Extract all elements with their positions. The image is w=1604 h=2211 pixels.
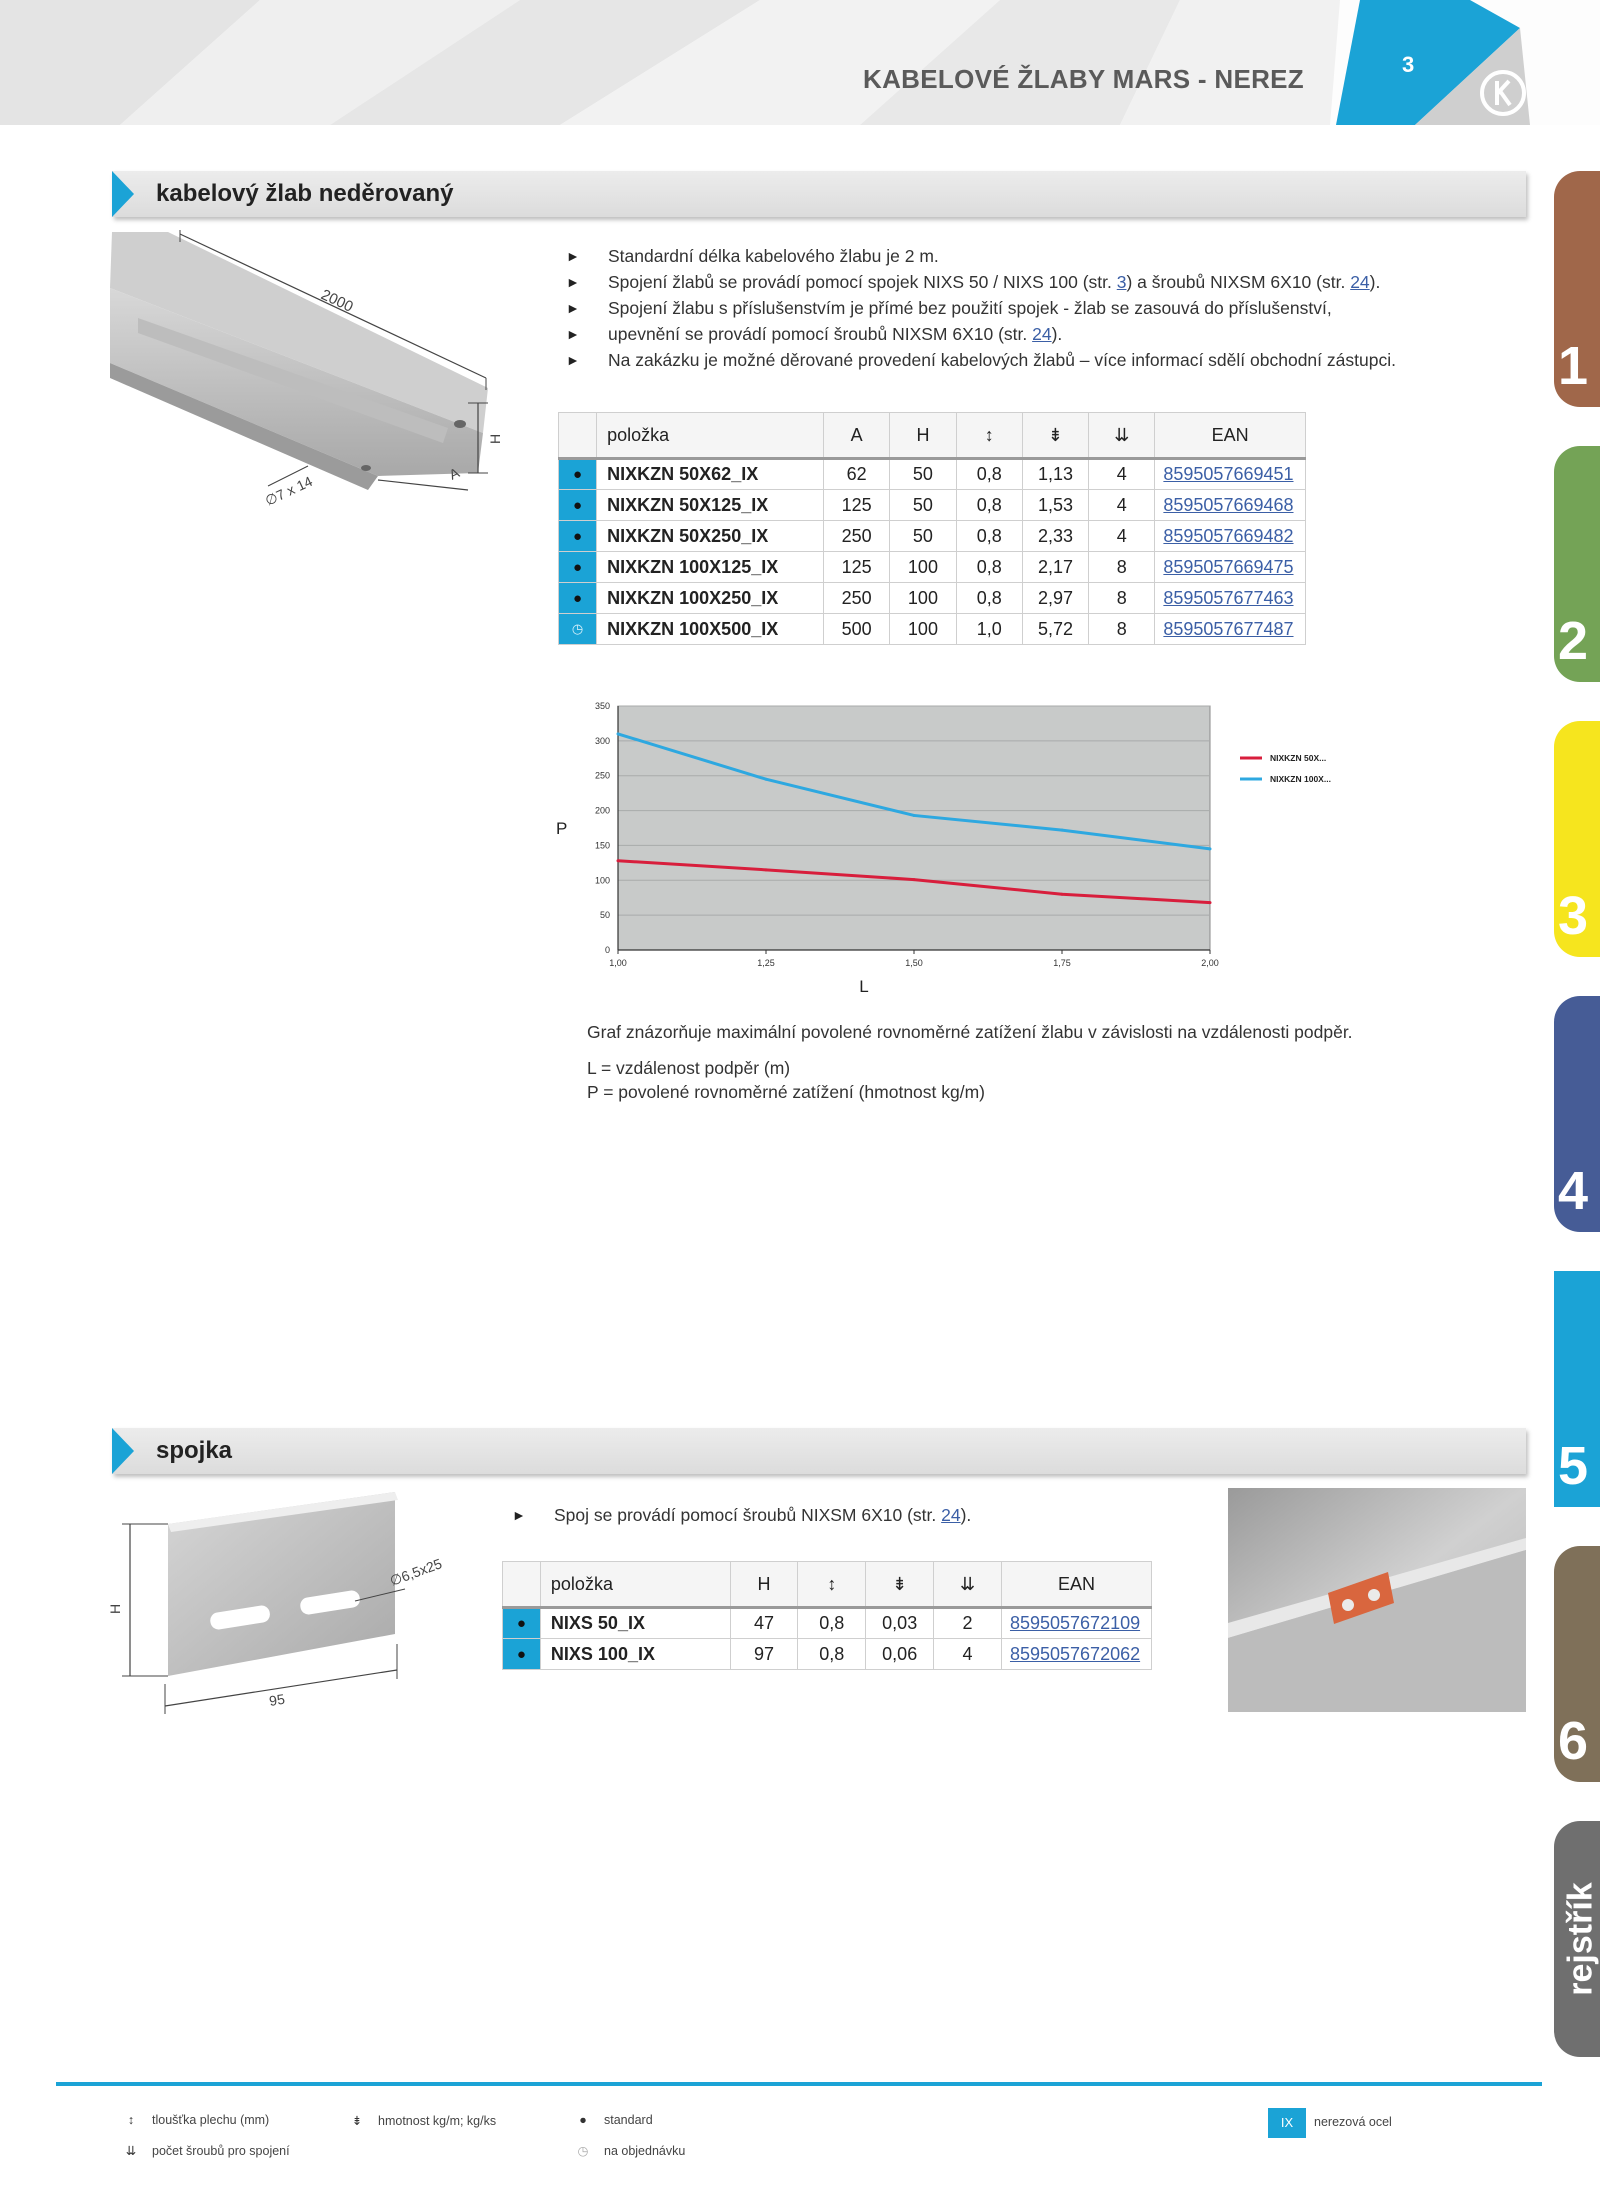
y-tick-label: 50 [599, 910, 610, 921]
cell-a: 250 [824, 521, 890, 552]
ean-link[interactable]: 8595057672109 [1009, 1613, 1141, 1633]
x-axis-label: L [859, 977, 869, 996]
col-header-h: H [730, 1562, 798, 1608]
cell-ean[interactable] [1155, 552, 1306, 583]
table-corner [559, 413, 597, 459]
x-tick-label: 1,75 [1053, 958, 1071, 968]
standard-mark-icon: ● [503, 1639, 541, 1670]
cell-screws: 4 [934, 1639, 1002, 1670]
section-arrow-icon [112, 1428, 134, 1474]
cell-screws: 8 [1089, 583, 1155, 614]
cell-weight: 1,53 [1022, 490, 1088, 521]
standard-mark-icon: ● [559, 490, 597, 521]
cell-ean[interactable] [1155, 583, 1306, 614]
cell-weight: 0,03 [866, 1608, 934, 1639]
chapter-tab-3[interactable] [1554, 721, 1600, 957]
ean-link[interactable]: 8595057672062 [1009, 1643, 1141, 1664]
cell-thickness: 0,8 [956, 552, 1022, 583]
col-header-ean: EAN [1155, 413, 1306, 459]
y-tick-label: 250 [594, 770, 610, 781]
cell-h: 97 [730, 1639, 798, 1670]
cell-thickness: 0,8 [798, 1639, 866, 1670]
cell-screws: 2 [934, 1608, 1002, 1639]
col-header-item: položka [597, 413, 824, 459]
chapter-tab-index[interactable] [1554, 1821, 1600, 2057]
legend-thickness: ↕ tloušťka plechu (mm) [118, 2113, 269, 2127]
clock-icon: ◷ [577, 2144, 589, 2158]
chapter-tab-2[interactable] [1554, 446, 1600, 682]
cable-tray-drawing [108, 228, 528, 518]
ean-link[interactable]: 8595057677487 [1163, 618, 1294, 639]
tab-label: rejstřík [1561, 1882, 1600, 1996]
col-header-a: A [824, 413, 890, 459]
product-name: NIXS 50_IX [540, 1608, 730, 1639]
section-header-trough [112, 171, 1526, 217]
x-tick-label: 2,00 [1201, 958, 1219, 968]
tab-label: 4 [1558, 1161, 1589, 1221]
tab-label: 1 [1558, 336, 1589, 396]
cell-h: 100 [890, 583, 956, 614]
product-name: NIXKZN 50X62_IX [597, 459, 824, 490]
table-row [559, 552, 1306, 583]
cell-thickness: 0,8 [798, 1608, 866, 1639]
section-header-coupler [112, 1428, 1526, 1474]
cell-a: 500 [824, 614, 890, 645]
product-name: NIXKZN 50X125_IX [597, 490, 824, 521]
legend-on-order: ◷ na objednávku [570, 2143, 685, 2158]
ean-link[interactable]: 8595057669468 [1163, 494, 1294, 515]
chapter-tab-4[interactable] [1554, 996, 1600, 1232]
coupler-product-table [502, 1561, 1152, 1670]
stainless-label: nerezová ocel [1314, 2115, 1392, 2129]
table-row [559, 490, 1306, 521]
y-tick-label: 350 [594, 701, 610, 711]
cell-a: 125 [824, 490, 890, 521]
cell-h: 50 [890, 459, 956, 490]
tray-product-table [558, 412, 1306, 645]
data-point [1061, 893, 1064, 896]
coupler-width-label: 95 [267, 1690, 286, 1709]
tray-bullet-list [566, 243, 1526, 373]
bullet-item: ► Spojení žlabů se provádí pomocí spojek NIXS 50 / NIXS 100 (str. 3) a šroubů NIXSM 6X10 (str. 24). [566, 269, 1526, 295]
y-tick-label: 100 [594, 875, 610, 886]
tab-label: 3 [1558, 886, 1589, 946]
col-header-screws-icon: ⇊ [1089, 413, 1155, 459]
cell-weight: 2,17 [1022, 552, 1088, 583]
x-tick-label: 1,50 [905, 958, 923, 968]
cell-weight: 5,72 [1022, 614, 1088, 645]
y-axis-label: P [556, 819, 568, 838]
table-row [503, 1608, 1152, 1639]
col-header-weight-icon: ⇟ [866, 1562, 934, 1608]
page-link[interactable]: 3 [1116, 272, 1127, 292]
standard-mark-icon: ● [559, 552, 597, 583]
chart-note-line: Graf znázorňuje maximální povolené rovnoměrné zatížení žlabu v závislosti na vzdálenosti podpěr. [587, 1022, 1353, 1042]
coupler-bullet-list [512, 1502, 1112, 1528]
table-row [559, 459, 1306, 490]
ean-link[interactable]: 8595057677463 [1163, 587, 1294, 608]
header-title: KABELOVÉ ŽLABY MARS - NEREZ [863, 64, 1304, 94]
tab-label: 5 [1558, 1436, 1589, 1496]
table-row [559, 614, 1306, 645]
cell-h: 100 [890, 614, 956, 645]
height-dimension-label: H [487, 433, 503, 444]
header-background [0, 0, 1600, 125]
bullet-item: ► Spoj se provádí pomocí šroubů NIXSM 6X10 (str. 24). [512, 1502, 1112, 1528]
ean-link[interactable]: 8595057669482 [1163, 525, 1294, 546]
width-dimension-label: A [446, 464, 462, 483]
cell-ean[interactable] [1155, 490, 1306, 521]
cell-ean[interactable] [1155, 521, 1306, 552]
legend-label: NIXKZN 50X... [1270, 753, 1327, 763]
bullet-item: ► Spojení žlabu s příslušenstvím je přímé bez použití spojek - žlab se zasouvá do příslušenství, [566, 295, 1526, 321]
cell-a: 125 [824, 552, 890, 583]
ean-link[interactable]: 8595057669451 [1163, 464, 1294, 484]
cell-a: 62 [824, 459, 890, 490]
cell-screws: 4 [1089, 521, 1155, 552]
bullet-item: ► Na zakázku je možné děrované provedení kabelových žlabů – více informací sdělí obchodní zástupci. [566, 347, 1526, 373]
standard-mark-icon: ● [559, 583, 597, 614]
section-title: spojka [156, 1437, 233, 1464]
legend-weight: ⇟ hmotnost kg/m; kg/ks [344, 2113, 496, 2128]
chapter-tab-6[interactable] [1554, 1546, 1600, 1782]
cell-screws: 8 [1089, 552, 1155, 583]
cell-ean[interactable] [1155, 459, 1306, 490]
cell-thickness: 0,8 [956, 490, 1022, 521]
cell-h: 50 [890, 490, 956, 521]
product-name: NIXS 100_IX [540, 1639, 730, 1670]
cell-screws: 8 [1089, 614, 1155, 645]
chapter-tab-1[interactable] [1554, 171, 1600, 407]
load-chart [530, 690, 1370, 1010]
y-tick-label: 300 [594, 735, 610, 746]
y-tick-label: 0 [604, 945, 610, 955]
standard-dot-icon: ● [579, 2113, 587, 2127]
data-point [913, 878, 916, 881]
cell-weight: 2,97 [1022, 583, 1088, 614]
cell-weight: 1,13 [1022, 459, 1088, 490]
coupler-height-label: H [107, 1603, 123, 1614]
data-point [1209, 847, 1212, 850]
chart-description [587, 1020, 1547, 1104]
x-tick-label: 1,00 [609, 958, 627, 968]
product-name: NIXKZN 100X125_IX [597, 552, 824, 583]
data-point [765, 778, 768, 781]
page-link[interactable]: 24 [1350, 272, 1370, 292]
col-header-thickness-icon: ↕ [798, 1562, 866, 1608]
ean-link[interactable]: 8595057669475 [1163, 556, 1294, 577]
col-header-screws-icon: ⇊ [934, 1562, 1002, 1608]
footer-divider [56, 2082, 1542, 2086]
table-row [503, 1639, 1152, 1670]
col-header-item: položka [540, 1562, 730, 1608]
col-header-ean: EAN [1001, 1562, 1151, 1608]
bullet-item: ► Standardní délka kabelového žlabu je 2 m. [566, 243, 1526, 269]
cell-ean[interactable] [1155, 614, 1306, 645]
cell-a: 250 [824, 583, 890, 614]
length-dimension-label: 2000 [318, 286, 356, 316]
cell-screws: 4 [1089, 459, 1155, 490]
cell-h: 47 [730, 1608, 798, 1639]
coupler-drawing [107, 1484, 470, 1724]
legend-standard: ● standard [570, 2113, 653, 2127]
product-name: NIXKZN 100X500_IX [597, 614, 824, 645]
data-point [913, 814, 916, 817]
product-name: NIXKZN 50X250_IX [597, 521, 824, 552]
coupler-hole-label: ∅6,5x25 [387, 1555, 444, 1589]
x-tick-label: 1,25 [757, 958, 775, 968]
table-row [559, 521, 1306, 552]
section-arrow-icon [112, 171, 134, 217]
cell-weight: 0,06 [866, 1639, 934, 1670]
weight-icon: ⇟ [351, 2114, 363, 2128]
cell-thickness: 0,8 [956, 521, 1022, 552]
company-logo-icon [1478, 68, 1528, 118]
cell-h: 100 [890, 552, 956, 583]
cell-weight: 2,33 [1022, 521, 1088, 552]
page-link[interactable]: 24 [941, 1505, 961, 1525]
y-tick-label: 150 [594, 840, 610, 851]
standard-mark-icon: ● [559, 459, 597, 490]
coupler-installed-photo [1228, 1488, 1526, 1712]
section-title: kabelový žlab neděrovaný [156, 180, 454, 207]
chart-note-line: L = vzdálenost podpěr (m) [587, 1058, 791, 1078]
data-point [765, 868, 768, 871]
standard-mark-icon: ● [559, 521, 597, 552]
tab-label: 2 [1558, 611, 1589, 671]
col-header-weight-icon: ⇟ [1022, 413, 1088, 459]
table-corner [503, 1562, 541, 1608]
tab-label: 6 [1558, 1711, 1589, 1771]
chapter-tab-5[interactable] [1554, 1271, 1600, 1507]
cell-h: 50 [890, 521, 956, 552]
cell-ean[interactable] [1001, 1639, 1151, 1670]
col-header-thickness-icon: ↕ [956, 413, 1022, 459]
table-row [559, 583, 1306, 614]
data-point [1209, 901, 1212, 904]
screws-icon: ⇊ [125, 2144, 137, 2158]
y-tick-label: 200 [594, 805, 610, 816]
cell-screws: 4 [1089, 490, 1155, 521]
chart-note-line: P = povolené rovnoměrné zatížení (hmotnost kg/m) [587, 1082, 986, 1102]
cell-thickness: 0,8 [956, 583, 1022, 614]
bullet-item-continuation: ► upevnění se provádí pomocí šroubů NIXSM 6X10 (str. 24). [566, 321, 1526, 347]
hole-dimension-label: ∅7 x 14 [262, 472, 315, 509]
product-name: NIXKZN 100X250_IX [597, 583, 824, 614]
page-number: 3 [1402, 52, 1415, 77]
data-point [617, 732, 620, 735]
data-point [617, 859, 620, 862]
legend-screws: ⇊ počet šroubů pro spojení [118, 2143, 290, 2158]
cell-thickness: 1,0 [956, 614, 1022, 645]
thickness-icon: ↕ [127, 2113, 135, 2127]
cell-ean[interactable] [1001, 1608, 1151, 1639]
on-order-mark-icon: ◷ [559, 614, 597, 645]
data-point [1061, 829, 1064, 832]
page-link[interactable]: 24 [1032, 324, 1052, 344]
standard-mark-icon: ● [503, 1608, 541, 1639]
plot-area [618, 706, 1210, 950]
legend-label: NIXKZN 100X... [1270, 774, 1331, 784]
col-header-h: H [890, 413, 956, 459]
stainless-badge: IX [1268, 2108, 1306, 2138]
cell-thickness: 0,8 [956, 459, 1022, 490]
